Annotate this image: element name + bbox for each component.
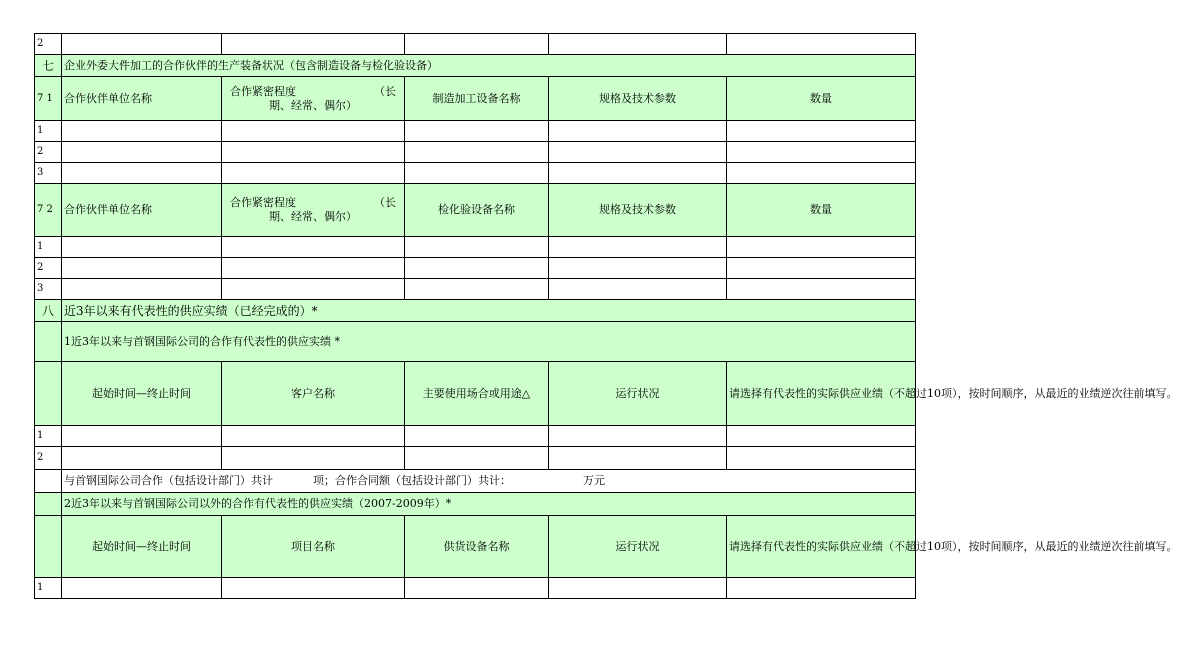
cell[interactable] xyxy=(222,34,405,55)
table-row xyxy=(35,578,916,599)
summary-part-a: 与首钢国际公司合作（包括设计部门）共计 xyxy=(64,474,273,487)
cell[interactable] xyxy=(405,426,549,447)
cell[interactable] xyxy=(549,142,727,163)
table-row xyxy=(35,426,916,447)
cell[interactable] xyxy=(549,279,727,300)
summary-text xyxy=(62,470,916,493)
cell[interactable] xyxy=(727,447,916,470)
col-header-spec: 规格及技术参数 xyxy=(549,77,727,121)
cell[interactable] xyxy=(727,142,916,163)
cell[interactable] xyxy=(222,578,405,599)
subsection-number: 7 1 xyxy=(35,77,62,121)
summary-part-b: 项；合作合同额（包括设计部门）共计： xyxy=(313,474,511,487)
cell[interactable] xyxy=(727,163,916,184)
col-header-equipment: 供货设备名称 xyxy=(405,516,549,578)
cell xyxy=(35,470,62,493)
col-header-spec: 规格及技术参数 xyxy=(549,184,727,237)
row-number: 2 xyxy=(35,447,62,470)
section-number: 八 xyxy=(35,300,62,322)
cell[interactable] xyxy=(62,163,222,184)
closeness-label: 合作紧密程度 xyxy=(230,84,296,98)
cell[interactable] xyxy=(549,163,727,184)
column-header-row xyxy=(35,77,916,121)
cell xyxy=(35,493,62,516)
subsection-header-8-2 xyxy=(35,493,916,516)
col-header-note: 请选择有代表性的实际供应业绩（不超过10项），按时间顺序，从最近的业绩逆次往前填写。 xyxy=(727,516,916,578)
cell[interactable] xyxy=(549,447,727,470)
section-number: 七 xyxy=(35,55,62,77)
summary-row xyxy=(35,470,916,493)
col-header-partner: 合作伙伴单位名称 xyxy=(62,77,222,121)
cell[interactable] xyxy=(62,578,222,599)
cell[interactable] xyxy=(405,237,549,258)
row-number: 2 xyxy=(35,258,62,279)
row-number: 3 xyxy=(35,279,62,300)
cell[interactable] xyxy=(62,142,222,163)
table-row xyxy=(35,447,916,470)
cell[interactable] xyxy=(405,121,549,142)
col-header-equipment: 制造加工设备名称 xyxy=(405,77,549,121)
cell[interactable] xyxy=(222,258,405,279)
col-header-status: 运行状况 xyxy=(549,516,727,578)
section-header-8 xyxy=(35,300,916,322)
form-table xyxy=(34,33,1178,599)
cell[interactable] xyxy=(222,163,405,184)
row-number: 1 xyxy=(35,578,62,599)
cell[interactable] xyxy=(727,121,916,142)
cell[interactable] xyxy=(62,34,222,55)
subsection-number: 7 2 xyxy=(35,184,62,237)
cell[interactable] xyxy=(549,258,727,279)
summary-part-c: 万元 xyxy=(583,474,605,487)
cell[interactable] xyxy=(727,279,916,300)
col-header-status: 运行状况 xyxy=(549,362,727,426)
subsection-header-8-1 xyxy=(35,322,916,362)
column-header-row xyxy=(35,362,916,426)
table-row xyxy=(35,279,916,300)
cell[interactable] xyxy=(405,578,549,599)
cell[interactable] xyxy=(62,447,222,470)
col-header-time: 起始时间—终止时间 xyxy=(62,362,222,426)
row-number: 1 xyxy=(35,121,62,142)
table-row xyxy=(35,142,916,163)
table-row xyxy=(35,258,916,279)
col-header-closeness xyxy=(222,77,405,121)
col-header-quantity: 数量 xyxy=(727,77,916,121)
closeness-label-paren: （长 xyxy=(374,84,396,98)
cell[interactable] xyxy=(405,142,549,163)
cell[interactable] xyxy=(62,279,222,300)
closeness-options: 期、经常、偶尔） xyxy=(269,98,357,112)
closeness-label-paren: （长 xyxy=(374,196,396,209)
closeness-options: 期、经常、偶尔） xyxy=(269,210,357,223)
cell[interactable] xyxy=(405,447,549,470)
col-header-note: 请选择有代表性的实际供应业绩（不超过10项），按时间顺序，从最近的业绩逆次往前填写。 xyxy=(727,362,916,426)
table-row xyxy=(35,163,916,184)
cell[interactable] xyxy=(549,237,727,258)
row-number: 1 xyxy=(35,426,62,447)
subsection-title: 2近3年以来与首钢国际公司以外的合作有代表性的供应实绩（2007-2009年）* xyxy=(62,493,916,516)
cell[interactable] xyxy=(405,34,549,55)
cell[interactable] xyxy=(727,34,916,55)
cell[interactable] xyxy=(62,426,222,447)
cell xyxy=(35,322,62,362)
col-header-time: 起始时间—终止时间 xyxy=(62,516,222,578)
column-header-row xyxy=(35,184,916,237)
col-header-client: 客户名称 xyxy=(222,362,405,426)
cell[interactable] xyxy=(405,258,549,279)
table-row xyxy=(35,34,916,55)
cell[interactable] xyxy=(727,426,916,447)
row-number: 2 xyxy=(35,34,62,55)
cell[interactable] xyxy=(62,121,222,142)
table-row xyxy=(35,121,916,142)
cell[interactable] xyxy=(727,237,916,258)
cell[interactable] xyxy=(222,237,405,258)
closeness-label: 合作紧密程度 xyxy=(230,196,296,209)
table-row xyxy=(35,237,916,258)
row-number: 1 xyxy=(35,237,62,258)
cell[interactable] xyxy=(727,258,916,279)
cell[interactable] xyxy=(222,142,405,163)
cell[interactable] xyxy=(549,34,727,55)
cell[interactable] xyxy=(62,237,222,258)
column-header-row xyxy=(35,516,916,578)
cell[interactable] xyxy=(405,279,549,300)
cell xyxy=(35,516,62,578)
cell[interactable] xyxy=(222,121,405,142)
cell[interactable] xyxy=(222,426,405,447)
row-number: 3 xyxy=(35,163,62,184)
section-title: 企业外委大件加工的合作伙伴的生产装备状况（包含制造设备与检化验设备） xyxy=(62,55,916,77)
cell xyxy=(35,362,62,426)
col-header-partner: 合作伙伴单位名称 xyxy=(62,184,222,237)
row-number: 2 xyxy=(35,142,62,163)
cell[interactable] xyxy=(549,426,727,447)
subsection-title: 1近3年以来与首钢国际公司的合作有代表性的供应实绩 * xyxy=(62,322,916,362)
col-header-project: 项目名称 xyxy=(222,516,405,578)
section-title: 近3年以来有代表性的供应实绩（已经完成的）* xyxy=(62,300,916,322)
col-header-quantity: 数量 xyxy=(727,184,916,237)
col-header-equipment: 检化验设备名称 xyxy=(405,184,549,237)
cell[interactable] xyxy=(549,121,727,142)
cell[interactable] xyxy=(222,279,405,300)
cell[interactable] xyxy=(222,447,405,470)
cell[interactable] xyxy=(549,578,727,599)
cell[interactable] xyxy=(405,163,549,184)
col-header-usage: 主要使用场合或用途△ xyxy=(405,362,549,426)
col-header-closeness xyxy=(222,184,405,237)
cell[interactable] xyxy=(727,578,916,599)
section-header-7 xyxy=(35,55,916,77)
cell[interactable] xyxy=(62,258,222,279)
